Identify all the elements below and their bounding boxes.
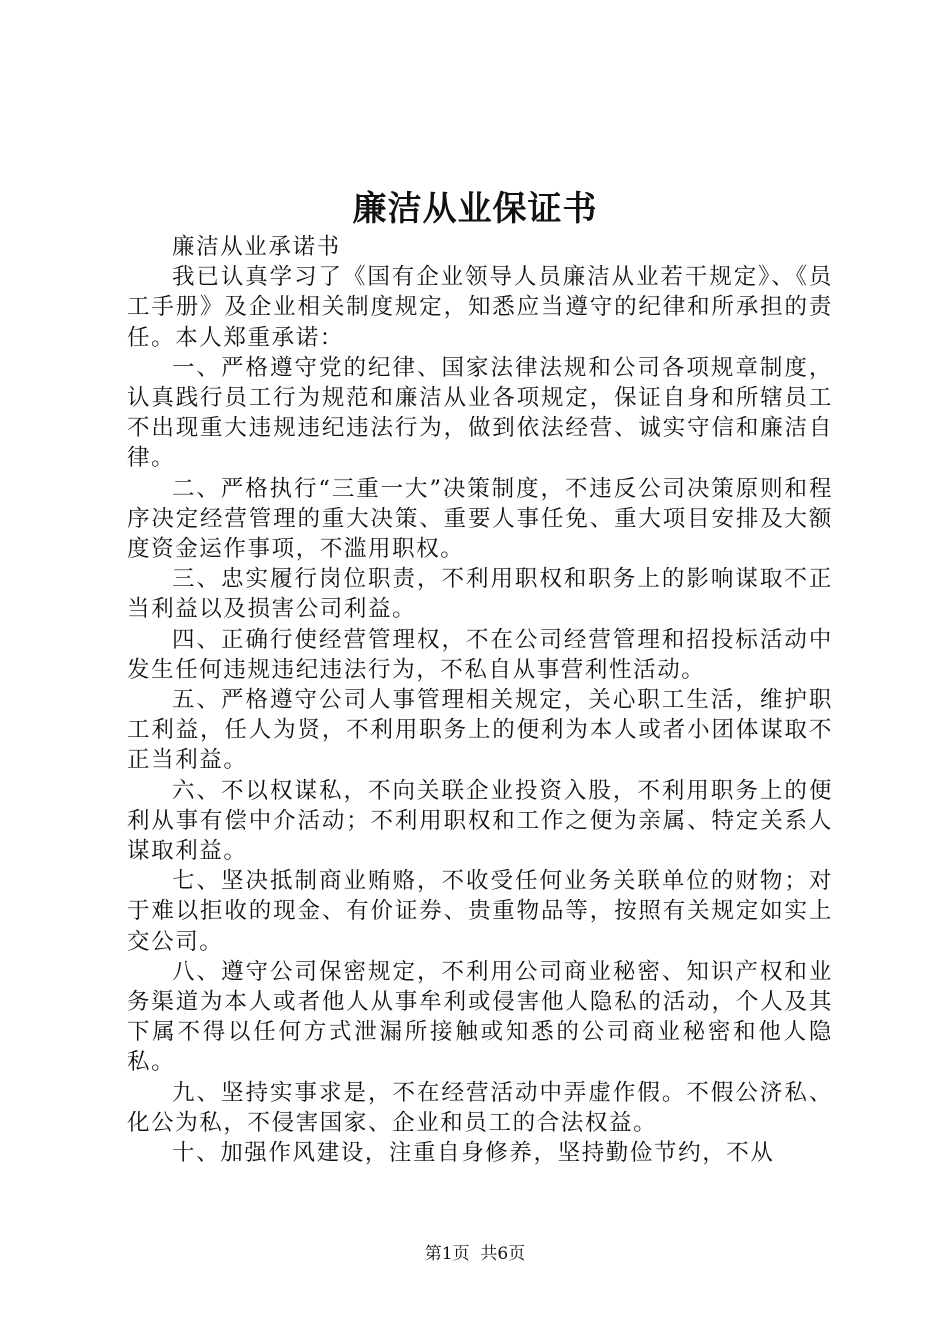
- paragraph-item-1: 一、严格遵守党的纪律、国家法律法规和公司各项规章制度，认真践行员工行为规范和廉洁从业各项规定，保证自身和所辖员工不出现重大违规违纪违法行为，做到依法经营、诚实守信和廉洁自律。: [127, 354, 833, 472]
- document-title: 廉洁从业保证书: [352, 189, 598, 229]
- paragraph-item-5: 五、严格遵守公司人事管理相关规定，关心职工生活，维护职工利益，任人为贤，不利用职务上的便利为本人或者小团体谋取不正当利益。: [127, 687, 833, 774]
- page-total: 共6页: [480, 1244, 526, 1264]
- paragraph-item-9: 九、坚持实事求是，不在经营活动中弄虚作假。不假公济私、化公为私，不侵害国家、企业和员工的合法权益。: [127, 1079, 833, 1136]
- paragraph-heading: 廉洁从业承诺书: [172, 234, 341, 260]
- page-footer: [0, 1242, 950, 1266]
- paragraph-item-10: 十、加强作风建设，注重自身修养，坚持勤俭节约，不从: [172, 1140, 775, 1167]
- paragraph-item-2: 二、严格执行“三重一大”决策制度，不违反公司决策原则和程序决定经营管理的重大决策、重要人事任免、重大项目安排及大额度资金运作事项，不滥用职权。: [127, 475, 833, 563]
- paragraph-item-3: 三、忠实履行岗位职责，不利用职权和职务上的影响谋取不正当利益以及损害公司利益。: [127, 566, 833, 623]
- page-number: 第1页: [424, 1244, 470, 1264]
- footer-separator: [470, 1244, 481, 1264]
- paragraph-item-4: 四、正确行使经营管理权，不在公司经营管理和招投标活动中发生任何违规违纪违法行为，不私自从事营利性活动。: [127, 626, 833, 683]
- paragraph-item-6: 六、不以权谋私，不向关联企业投资入股，不利用职务上的便利从事有偿中介活动；不利用职权和工作之便为亲属、特定关系人谋取利益。: [127, 777, 833, 865]
- paragraph-intro: 我已认真学习了《国有企业领导人员廉洁从业若干规定》、《员工手册》及企业相关制度规定，知悉应当遵守的纪律和所承担的责任。本人郑重承诺：: [127, 264, 833, 351]
- document-body: [127, 232, 833, 1168]
- paragraph-item-7: 七、坚决抵制商业贿赂，不收受任何业务关联单位的财物；对于难以拒收的现金、有价证券、贵重物品等，按照有关规定如实上交公司。: [127, 868, 833, 955]
- paragraph-item-8: 八、遵守公司保密规定，不利用公司商业秘密、知识产权和业务渠道为本人或者他人从事牟利或侵害他人隐私的活动，个人及其下属不得以任何方式泄漏所接触或知悉的公司商业秘密和他人隐私。: [127, 958, 833, 1076]
